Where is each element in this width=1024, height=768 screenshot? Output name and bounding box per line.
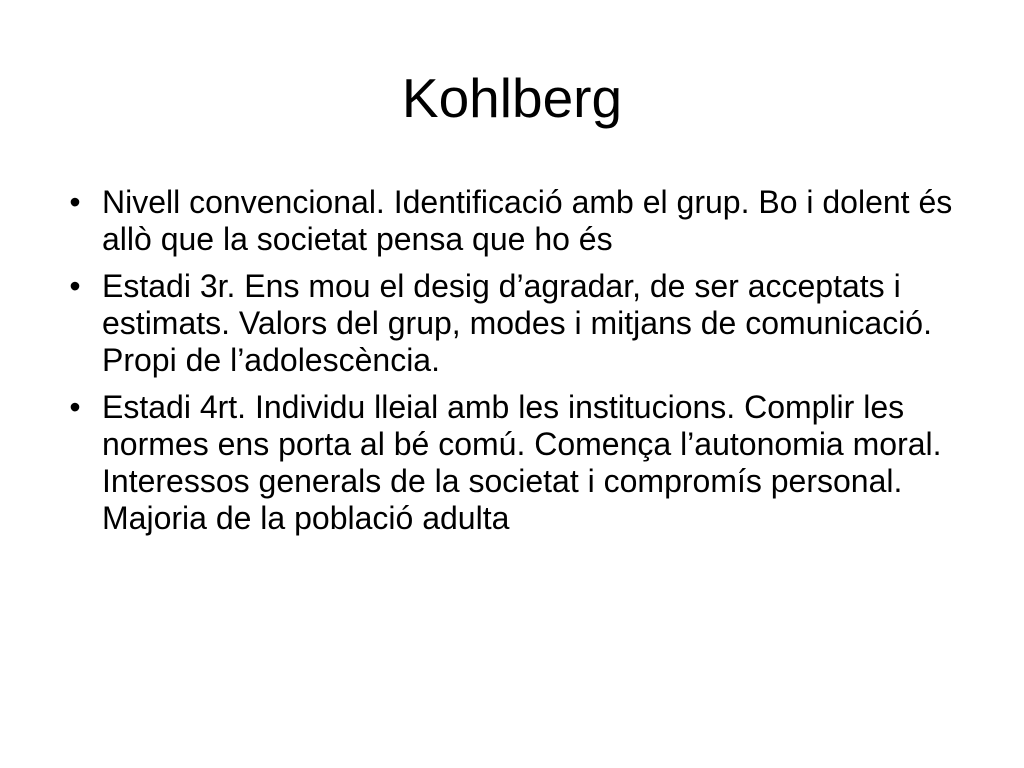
bullet-item-convencional (60, 184, 990, 258)
bullet-text: Estadi 4rt. Individu lleial amb les institucions. Complir les normes ens porta al bé comú. Comença l’autonomia moral. Interessos generals de la societat i compromís personal. Majoria de la població adulta (102, 389, 942, 536)
bullet-list (60, 184, 990, 547)
bullet-icon: • (69, 389, 81, 425)
bullet-item-estadi-4 (60, 389, 990, 537)
bullet-icon: • (69, 184, 81, 220)
slide-title: Kohlberg (401, 67, 623, 129)
bullet-text: Nivell convencional. Identificació amb el grup. Bo i dolent és allò que la societat pensa que ho és (102, 184, 953, 257)
bullet-text: Estadi 3r. Ens mou el desig d’agradar, de ser acceptats i estimats. Valors del grup, modes i mitjans de comunicació. Propi de l’adolescència. (102, 268, 932, 378)
bullet-icon: • (69, 268, 81, 304)
bullet-item-estadi-3 (60, 268, 990, 379)
